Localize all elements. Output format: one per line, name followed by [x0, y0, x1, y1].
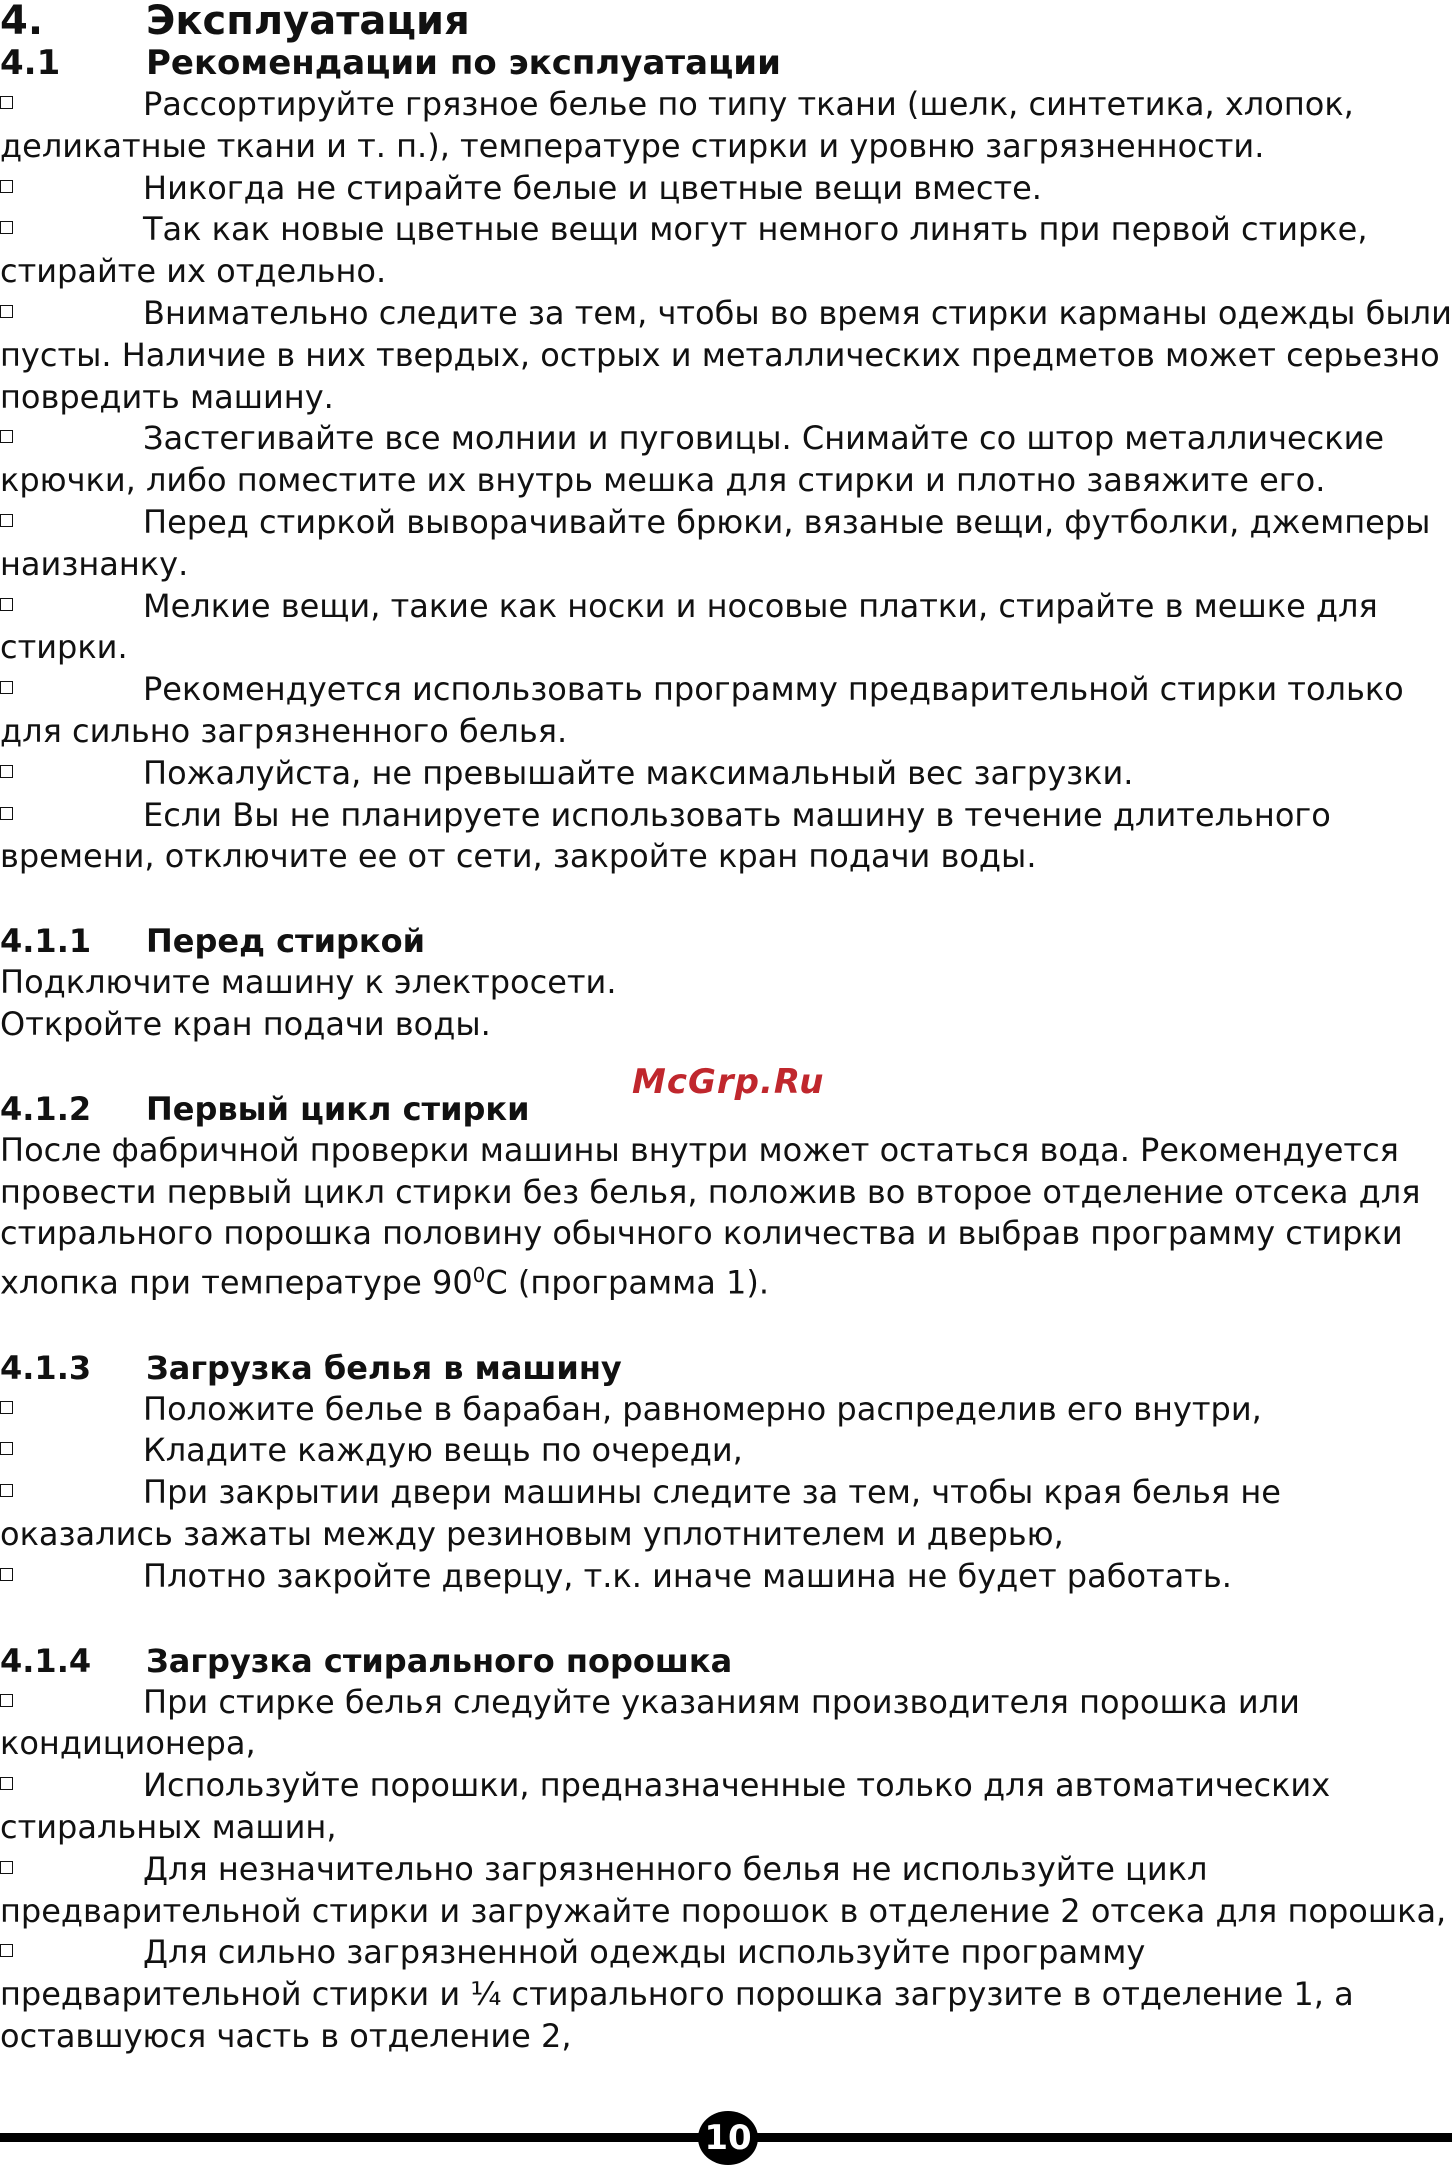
list-item: При закрытии двери машины следите за тем, чтобы края белья не оказались зажаты между резиновым уплотнителем и дверью,: [0, 1473, 1281, 1553]
list-item: Внимательно следите за тем, чтобы во время стирки карманы одежды были пусты. Наличие в них твердых, острых и металлических предметов может серьезно повредить машину.: [0, 293, 1452, 416]
list-item: Плотно закройте дверцу, т.к. иначе машина не будет работать.: [0, 1556, 1452, 1598]
list-item: Застегивайте все молнии и пуговицы. Снимайте со штор металлические крючки, либо поместите их внутрь мешка для стирки и плотно завяжите его.: [0, 419, 1385, 500]
square-bullet-icon: [0, 1401, 13, 1414]
square-bullet-icon: [0, 430, 13, 443]
list-item: Пожалуйста, не превышайте максимальный вес загрузки.: [0, 753, 1452, 795]
square-bullet-icon: [0, 1442, 13, 1455]
list-item: Мелкие вещи, такие как носки и носовые платки, стирайте в мешке для стирки.: [0, 586, 1378, 667]
square-bullet-icon: [0, 1861, 13, 1874]
list-item: Если Вы не планируете использовать машину в течение длительного времени, отключите ее от сети, закройте кран подачи воды.: [0, 795, 1331, 876]
square-bullet-icon: [0, 598, 13, 611]
square-bullet-icon: [0, 1944, 13, 1957]
watermark: McGrp.Ru: [632, 1062, 825, 1102]
subsection-title: Первый цикл стирки: [146, 1089, 530, 1128]
subsection-number: 4.1.1: [0, 922, 92, 961]
square-bullet-icon: [0, 305, 13, 318]
square-bullet-icon: [0, 96, 13, 109]
square-bullet-icon: [0, 514, 13, 527]
square-bullet-icon: [0, 221, 13, 234]
list-item: Перед стиркой выворачивайте брюки, вязаные вещи, футболки, джемперы наизнанку.: [0, 502, 1431, 583]
list-item: Положите белье в барабан, равномерно распределив его внутри,: [0, 1389, 1452, 1431]
list-item: Используйте порошки, предназначенные только для автоматических стиральных машин,: [0, 1766, 1331, 1846]
section-title: Эксплуатация: [146, 0, 470, 44]
list-item: При стирке белья следуйте указаниям производителя порошка или кондиционера,: [0, 1682, 1300, 1763]
square-bullet-icon: [0, 1484, 13, 1497]
subsection-number: 4.1: [0, 43, 61, 83]
subsection-heading-4-1-1: [0, 920, 1452, 962]
list-item: Рекомендуется использовать программу предварительной стирки только для сильно загрязненного белья.: [0, 670, 1404, 750]
subsection-title: Загрузка стирального порошка: [146, 1641, 733, 1680]
paragraph-line: Подключите машину к электросети.: [0, 963, 617, 1002]
list-item: Никогда не стирайте белые и цветные вещи вместе.: [0, 168, 1452, 210]
subsection-number: 4.1.4: [0, 1641, 92, 1680]
subsection-title: Рекомендации по эксплуатации: [146, 43, 781, 83]
list-item: Для незначительно загрязненного белья не используйте цикл предварительной стирки и загружайте порошок в отделение 2 отсека для порошка,: [0, 1849, 1447, 1930]
page-number: 10: [698, 2111, 758, 2165]
square-bullet-icon: [0, 681, 13, 694]
square-bullet-icon: [0, 1568, 13, 1581]
square-bullet-icon: [0, 765, 13, 778]
subsection-number: 4.1.3: [0, 1348, 92, 1387]
list-item: Для сильно загрязненной одежды используйте программу предварительной стирки и ¼ стирального порошка загрузите в отделение 1, а оставшуюся часть в отделение 2,: [0, 1933, 1354, 2055]
paragraph-line: Откройте кран подачи воды.: [0, 1004, 491, 1043]
loading-list: [0, 1389, 1452, 1598]
section-number: 4.: [0, 0, 44, 44]
recommendations-list: [0, 84, 1452, 878]
square-bullet-icon: [0, 1694, 13, 1707]
list-item: Рассортируйте грязное белье по типу ткани (шелк, синтетика, хлопок, деликатные ткани и т. п.), температуре стирки и уровню загрязненности.: [0, 85, 1354, 165]
subsection-heading-4-1: [0, 42, 1452, 84]
list-item: Кладите каждую вещь по очереди,: [0, 1430, 1452, 1472]
section-heading: [0, 0, 1452, 42]
subsection-heading-4-1-4: [0, 1640, 1452, 1682]
subsection-title: Перед стиркой: [146, 922, 426, 961]
superscript: 0: [472, 1263, 486, 1288]
detergent-list: [0, 1682, 1452, 2058]
list-item: Так как новые цветные вещи могут немного линять при первой стирке, стирайте их отдельно.: [0, 210, 1368, 291]
square-bullet-icon: [0, 180, 13, 193]
subsection-heading-4-1-3: [0, 1347, 1452, 1389]
square-bullet-icon: [0, 1777, 13, 1790]
subsection-number: 4.1.2: [0, 1089, 92, 1128]
subsection-title: Загрузка белья в машину: [146, 1348, 622, 1387]
paragraph: После фабричной проверки машины внутри может остаться вода. Рекомендуется провести первый цикл стирки без белья, положив во второе отделение отсека для стирального порошка половину обычного количества и выбрав программу стирки хлопка при температуре $90^0С$ (программа 1).: [0, 1130, 1421, 1302]
square-bullet-icon: [0, 807, 13, 820]
